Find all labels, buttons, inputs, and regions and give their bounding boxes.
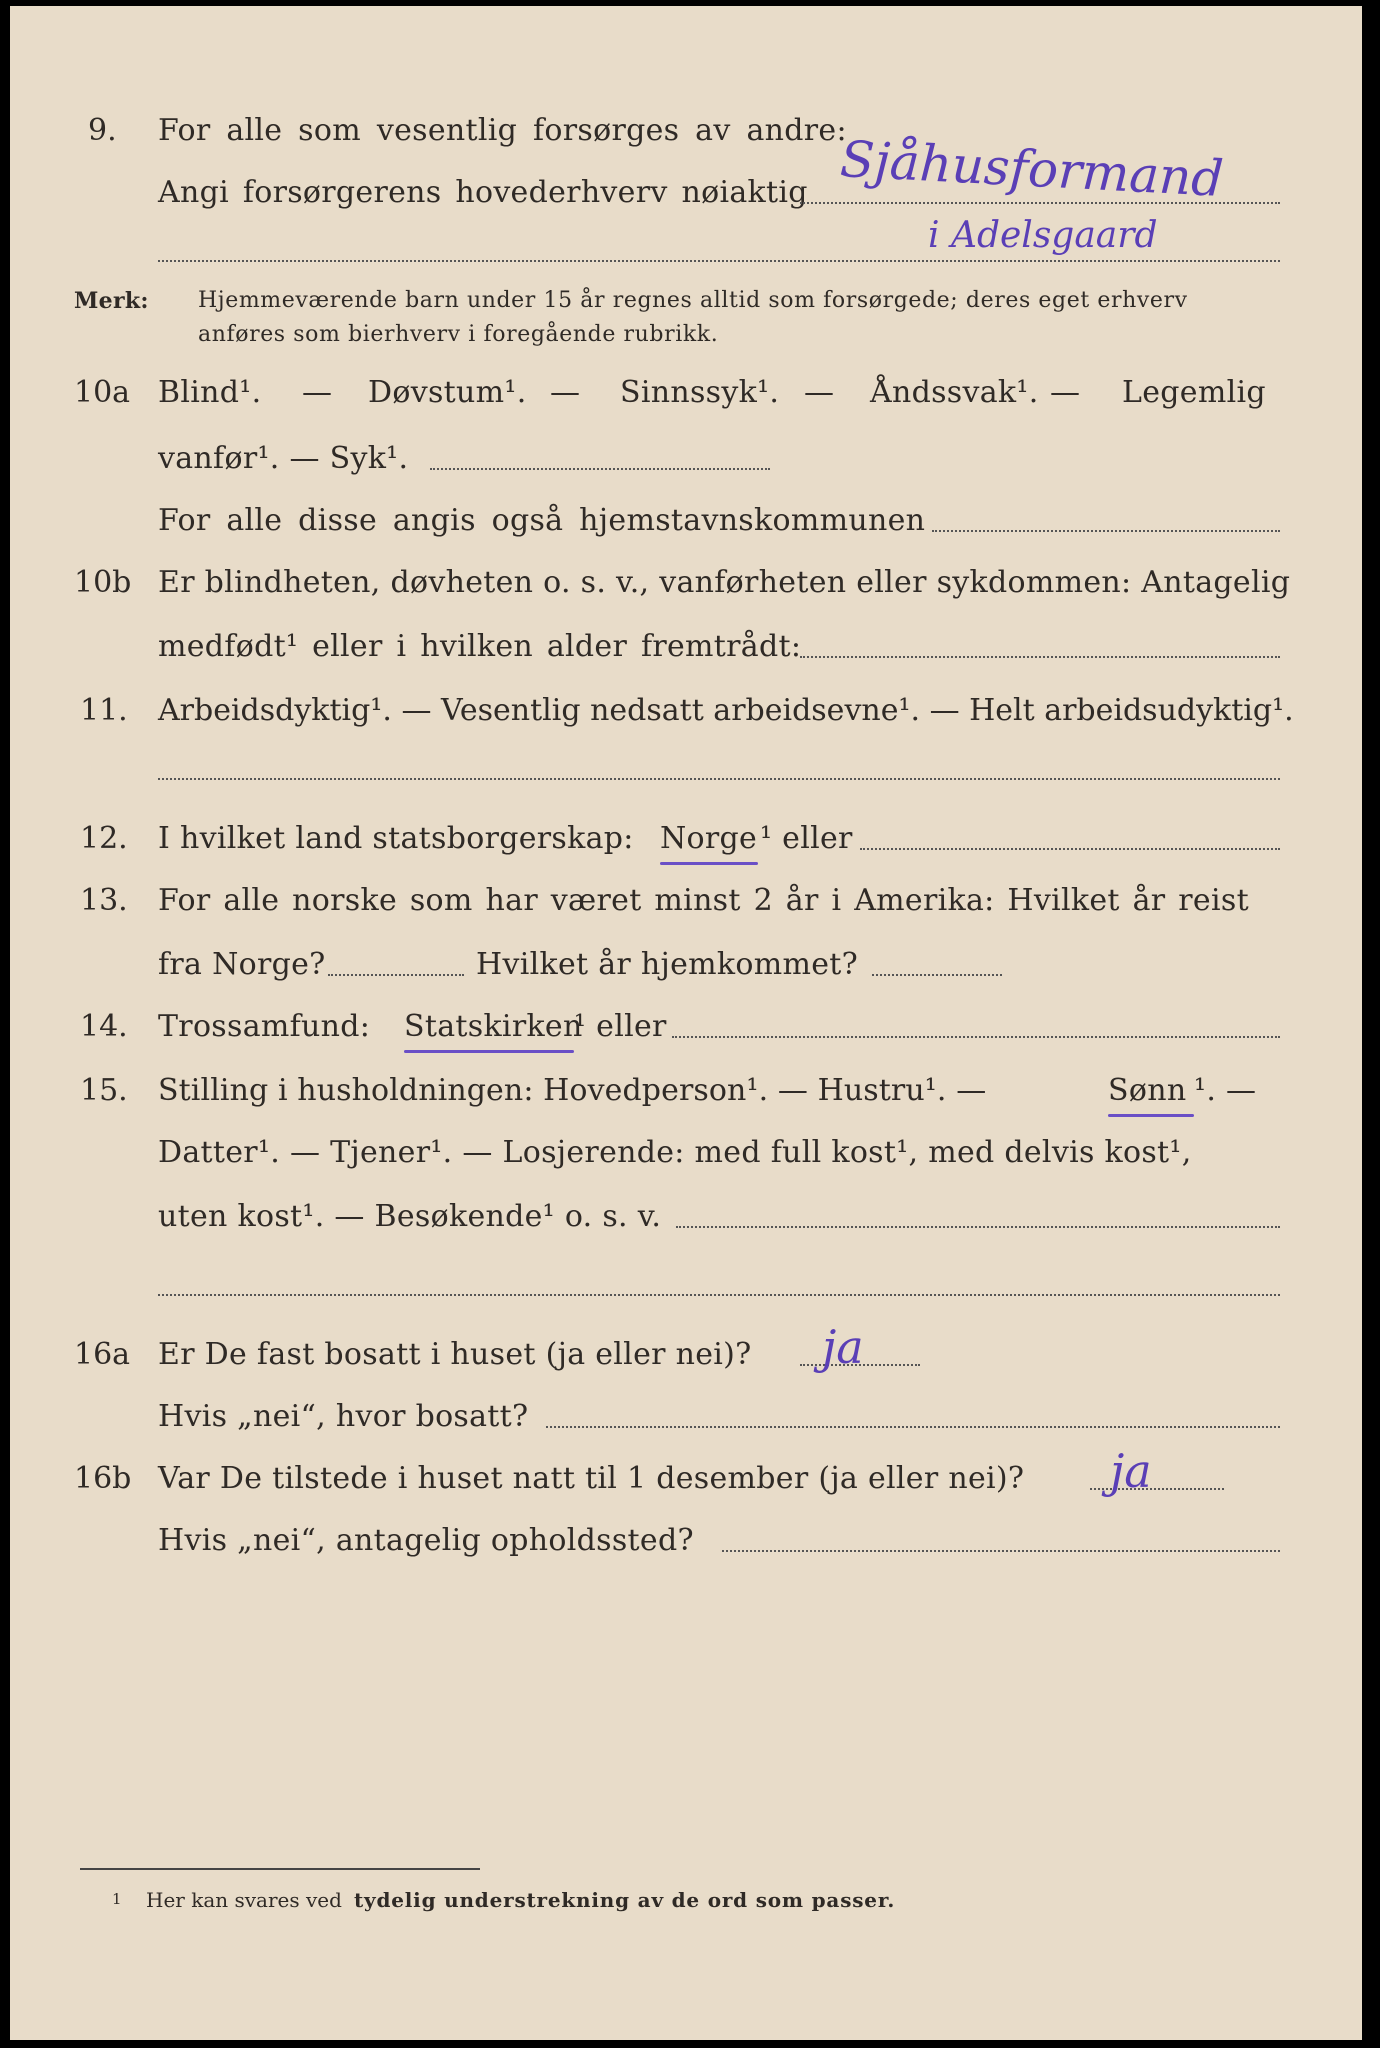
q13-reist-label: fra Norge? bbox=[158, 947, 326, 982]
q10a-line2: vanfør¹. — Syk¹. bbox=[158, 441, 409, 476]
item-number-13: 13. bbox=[80, 883, 128, 918]
census-form-page bbox=[10, 6, 1362, 2040]
footnote-text-a: Her kan svares ved bbox=[146, 1888, 342, 1912]
merk-label: Merk: bbox=[74, 288, 149, 314]
q15-line3: uten kost¹. — Besøkende¹ o. s. v. bbox=[158, 1199, 662, 1234]
q14-label: Trossamfund: bbox=[158, 1009, 371, 1044]
item-number-15: 15. bbox=[80, 1073, 128, 1108]
q15-line1b: ¹. — bbox=[1194, 1073, 1257, 1108]
q13-reist-answer-line bbox=[328, 974, 464, 976]
q14-answer-line bbox=[672, 1036, 1280, 1038]
q10a-dash-3: — bbox=[804, 375, 835, 410]
item-number-10a: 10a bbox=[74, 375, 131, 410]
q15-answer-line bbox=[676, 1226, 1280, 1228]
q10a-opt-blind: Blind¹. bbox=[158, 375, 262, 410]
item-number-9: 9. bbox=[88, 113, 117, 148]
q15-option-sonn: Sønn bbox=[1108, 1073, 1187, 1108]
q16a-handwritten-answer: ja bbox=[822, 1320, 864, 1374]
item-number-12: 12. bbox=[80, 821, 128, 856]
q13-hjemkommet-answer-line bbox=[872, 974, 1002, 976]
q12-eller: ¹ eller bbox=[760, 821, 853, 856]
q10b-line1: Er blindheten, døvheten o. s. v., vanførheten eller sykdommen: Antagelig bbox=[158, 565, 1291, 600]
q15-second-answer-line bbox=[158, 1294, 1280, 1296]
q10a-dash-4: — bbox=[1050, 375, 1081, 410]
q10b-line2: medfødt¹ eller i hvilken alder fremtrådt: bbox=[158, 629, 802, 664]
q10a-opt-legemlig: Legemlig bbox=[1122, 375, 1266, 410]
merk-line1: Hjemmeværende barn under 15 år regnes alltid som forsørgede; deres eget erhverv bbox=[198, 288, 1188, 313]
q15-sonn-underline bbox=[1108, 1114, 1194, 1117]
q16a-bosatt-line bbox=[546, 1426, 1280, 1428]
q10a-dash-2: — bbox=[550, 375, 581, 410]
q16a-line2: Hvis „nei“, hvor bosatt? bbox=[158, 1399, 529, 1434]
q14-eller: ¹ eller bbox=[574, 1009, 667, 1044]
q16b-handwritten-answer: ja bbox=[1110, 1444, 1152, 1498]
q13-hjemkommet-label: Hvilket år hjemkommet? bbox=[476, 947, 859, 982]
q10a-opt-sinnssyk: Sinnssyk¹. bbox=[620, 375, 780, 410]
q9-handwritten-answer-1: Sjåhusformand bbox=[838, 130, 1225, 208]
q15-line1a: Stilling i husholdningen: Hovedperson¹. — Hustru¹. — bbox=[158, 1073, 987, 1108]
q9-second-answer-line bbox=[158, 260, 1280, 262]
q16b-opholdssted-line bbox=[722, 1550, 1280, 1552]
q12-option-norge: Norge bbox=[660, 821, 758, 856]
item-number-11: 11. bbox=[80, 693, 128, 728]
q10a-hjemstavn-line bbox=[932, 530, 1280, 532]
merk-line2: anføres som bierhverv i foregående rubrikk. bbox=[198, 322, 719, 347]
q12-norge-underline bbox=[660, 862, 758, 865]
q14-statskirken-underline bbox=[404, 1050, 574, 1053]
q12-question: I hvilket land statsborgerskap: bbox=[158, 821, 634, 856]
item-number-14: 14. bbox=[80, 1009, 128, 1044]
q10b-answer-line bbox=[800, 656, 1280, 658]
item-number-16b: 16b bbox=[74, 1461, 132, 1496]
footnote-text-b: tydelig understrekning av de ord som passer. bbox=[354, 1888, 896, 1912]
q9-line2: Angi forsørgerens hovederhverv nøiaktig bbox=[158, 175, 808, 210]
q9-handwritten-answer-2: i Adelsgaard bbox=[928, 215, 1158, 256]
footnote-rule bbox=[80, 1868, 480, 1870]
q16a-line1: Er De fast bosatt i huset (ja eller nei)? bbox=[158, 1337, 752, 1372]
footnote-mark: 1 bbox=[112, 1890, 122, 1908]
q11-line1: Arbeidsdyktig¹. — Vesentlig nedsatt arbeidsevne¹. — Helt arbeidsudyktig¹. bbox=[158, 693, 1294, 728]
q10a-line3: For alle disse angis også hjemstavnskommunen bbox=[158, 503, 926, 538]
item-number-16a: 16a bbox=[74, 1337, 131, 1372]
q10a-dash-1: — bbox=[302, 375, 333, 410]
q15-line2: Datter¹. — Tjener¹. — Losjerende: med full kost¹, med delvis kost¹, bbox=[158, 1135, 1192, 1170]
q16b-line2: Hvis „nei“, antagelig opholdssted? bbox=[158, 1523, 694, 1558]
q16b-line1: Var De tilstede i huset natt til 1 desember (ja eller nei)? bbox=[158, 1461, 1025, 1496]
q9-line1: For alle som vesentlig forsørges av andre: bbox=[158, 113, 847, 148]
q10a-opt-dovstum: Døvstum¹. bbox=[368, 375, 527, 410]
q11-answer-line bbox=[158, 778, 1280, 780]
q14-option-statskirken: Statskirken bbox=[404, 1009, 583, 1044]
q13-line1: For alle norske som har været minst 2 år i Amerika: Hvilket år reist bbox=[158, 883, 1249, 918]
q10a-opt-andssvak: Åndssvak¹. bbox=[870, 375, 1039, 410]
q12-answer-line bbox=[860, 848, 1280, 850]
item-number-10b: 10b bbox=[74, 565, 132, 600]
q10a-answer-line bbox=[430, 468, 770, 470]
